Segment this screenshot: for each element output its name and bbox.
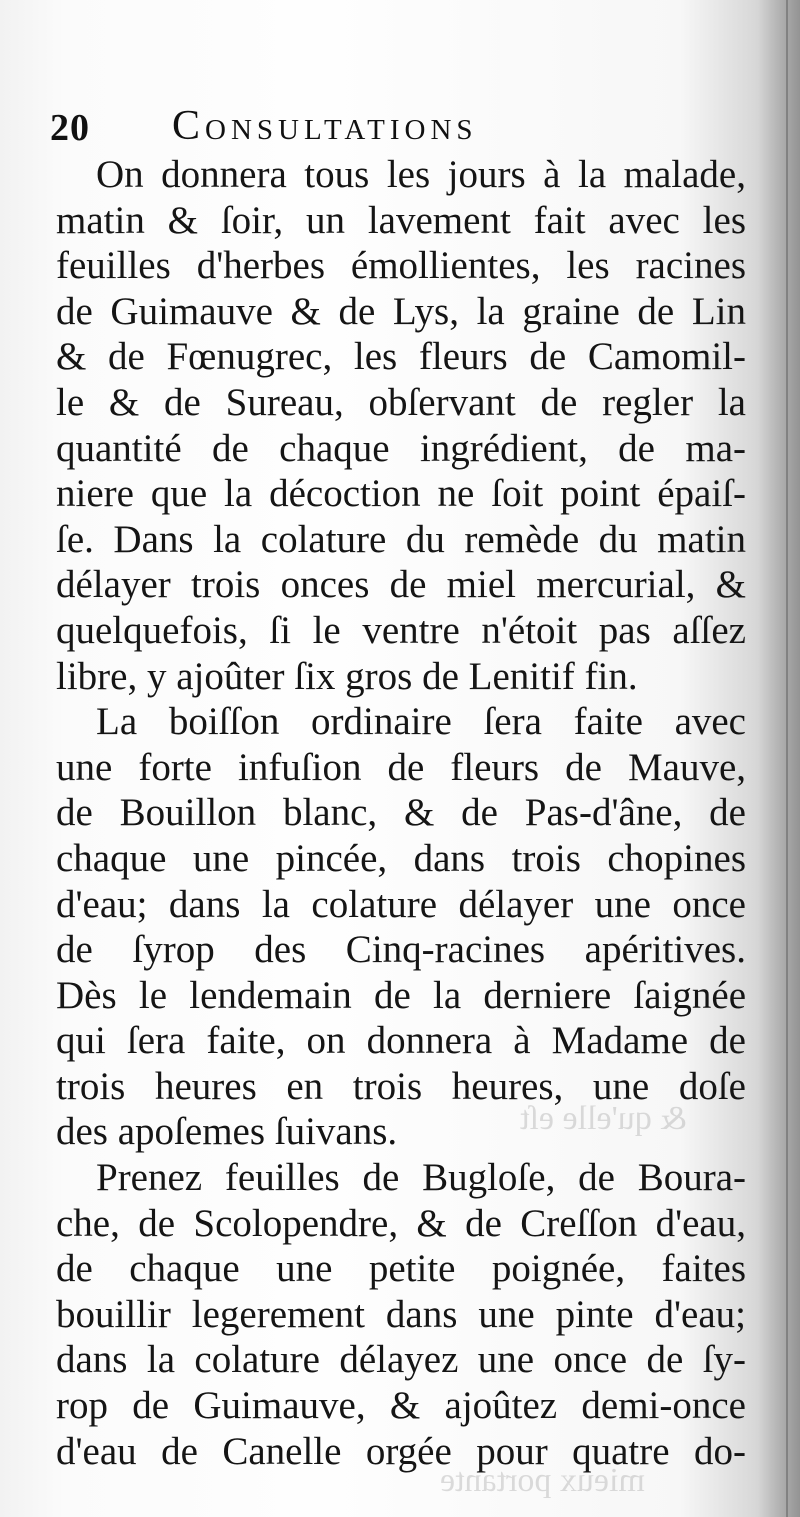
text-line: d'eau; dans la colature délayer une once (56, 882, 746, 926)
text-line: trois heures en trois heures, une doſe (56, 1064, 746, 1108)
text-line: qui ſera faite, on donnera à Madame de (56, 1019, 746, 1063)
text-line: de chaque une petite poignée, faites (56, 1247, 746, 1291)
text-line: le & de Sureau, obſervant de regler la (56, 380, 746, 424)
show-through-ink: mieux portante (440, 1462, 645, 1499)
text-line: feuilles d'herbes émollientes, les racines (56, 244, 746, 288)
page-gutter-line (786, 0, 788, 1517)
text-line: quantité de chaque ingrédient, de ma- (56, 426, 746, 470)
text-line: On donnera tous les jours à la malade, (96, 153, 746, 196)
text-line: des apoſemes ſuivans. (56, 1110, 398, 1154)
text-line: de Guimauve & de Lys, la graine de Lin (56, 289, 746, 333)
text-line: La boiſſon ordinaire ſera faite avec (96, 700, 746, 744)
text-line: chaque une pincée, dans trois chopines (56, 836, 746, 880)
page-number: 20 (50, 107, 90, 149)
text-line: Prenez feuilles de Bugloſe, de Boura- (96, 1156, 746, 1200)
text-line: Dès le lendemain de la derniere ſaignée (56, 973, 746, 1017)
text-line: de Bouillon blanc, & de Pas-d'âne, de (56, 791, 746, 835)
text-line: rop de Guimauve, & ajoûtez demi-once (56, 1384, 746, 1428)
text-line: délayer trois onces de miel mercurial, & (56, 563, 746, 607)
body-text (56, 152, 746, 1474)
text-line: matin & ſoir, un lavement fait avec les (56, 198, 746, 242)
text-line: & de Fœnugrec, les fleurs de Camomil- (56, 335, 746, 379)
text-line: ſe. Dans la colature du remède du matin (56, 517, 746, 561)
text-line: quelquefois, ſi le ventre n'étoit pas aſſez (56, 608, 746, 652)
text-line: bouillir legerement dans une pinte d'eau; (56, 1292, 746, 1336)
text-line: une forte infuſion de fleurs de Mauve, (56, 745, 746, 789)
page-edge-shadow (758, 0, 800, 1517)
show-through-ink: & qu'elle eſt (520, 1100, 687, 1137)
text-line: de ſyrop des Cinq-racines apéritives. (56, 928, 746, 972)
running-head: Consultations (172, 103, 478, 149)
text-line: niere que la décoction ne ſoit point épaiſ- (56, 472, 746, 516)
text-line: libre, y ajoûter ſix gros de Lenitif fin. (56, 654, 638, 698)
text-line: che, de Scolopendre, & de Creſſon d'eau, (56, 1201, 746, 1245)
text-line: dans la colature délayez une once de ſy- (56, 1338, 746, 1382)
text-line: d'eau de Canelle orgée pour quatre do- (56, 1429, 746, 1473)
